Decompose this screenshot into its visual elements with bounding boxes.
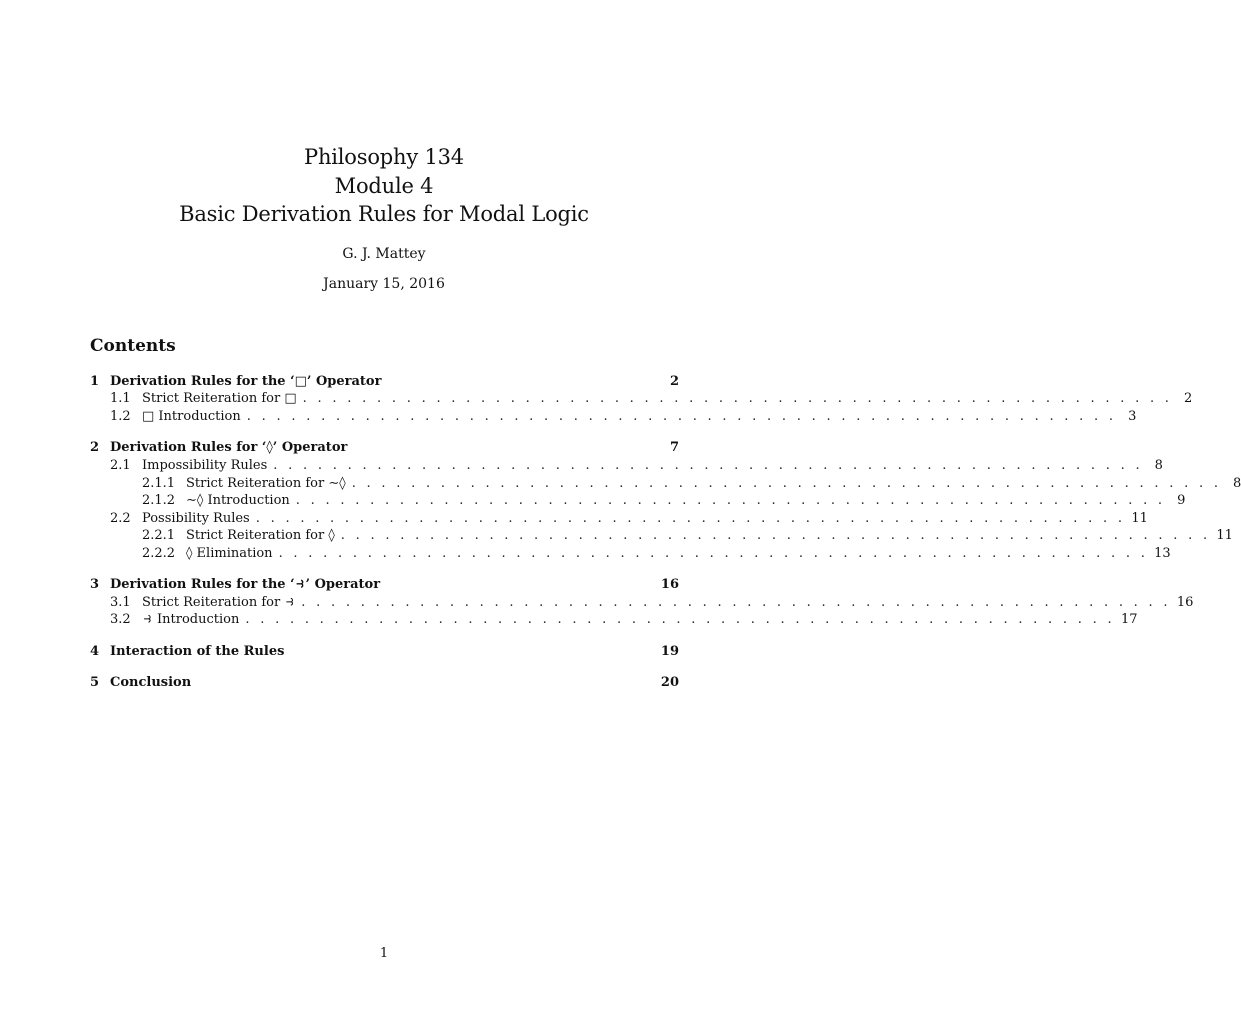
- toc-title: Conclusion: [110, 675, 192, 690]
- toc-page: 11: [1216, 528, 1233, 543]
- toc-title: Interaction of the Rules: [110, 644, 285, 659]
- toc-number: 2: [90, 440, 100, 455]
- toc-entry-3[interactable]: [90, 576, 679, 594]
- toc-title: Derivation Rules for the ‘□’ Operator: [110, 374, 382, 389]
- toc-number: 5: [90, 675, 100, 690]
- toc-number: 3.1: [110, 595, 131, 610]
- toc-leader-dots: . . . . . . . . . . . . . . . . . . . . . . . . . . . . . . . . . . . . . . . . . . . . . . . . . . . . . . . . . . .: [295, 493, 1166, 508]
- toc-page: 2: [1183, 391, 1193, 406]
- toc-entry-2-1-2[interactable]: [90, 492, 1186, 510]
- toc-leader-dots: . . . . . . . . . . . . . . . . . . . . . . . . . . . . . . . . . . . . . . . . . . . . . . . . . . . . . . . . . . .: [246, 409, 1117, 424]
- toc-page: 17: [1120, 612, 1138, 627]
- toc-leader-dots: . . . . . . . . . . . . . . . . . . . . . . . . . . . . . . . . . . . . . . . . . . . . . . . . . . . . . . . . . . .: [273, 458, 1143, 473]
- toc-entry-1-1[interactable]: [90, 390, 1193, 408]
- contents-heading: Contents: [90, 336, 176, 356]
- document-title: [0, 143, 768, 229]
- toc-number: 2.2.2: [142, 546, 176, 561]
- toc-entry-2-1[interactable]: [90, 457, 1163, 475]
- toc-leader-dots: . . . . . . . . . . . . . . . . . . . . . . . . . . . . . . . . . . . . . . . . . . . . . . . . . . . . . . . . . . .: [278, 546, 1149, 561]
- toc-title: Strict Reiteration for ∼◊: [186, 476, 346, 491]
- toc-entry-2-2-1[interactable]: [90, 527, 1233, 545]
- toc-number: 4: [90, 644, 100, 659]
- toc-entry-2[interactable]: [90, 439, 679, 457]
- toc-leader-dots: . . . . . . . . . . . . . . . . . . . . . . . . . . . . . . . . . . . . . . . . . . . . . . . . . . . . . . . . . . .: [302, 391, 1173, 406]
- toc-number: 2.2: [110, 511, 131, 526]
- toc-entry-4[interactable]: [90, 643, 679, 661]
- toc-entry-1-2[interactable]: [90, 408, 1137, 426]
- toc-entry-3-1[interactable]: [90, 594, 1194, 612]
- toc-entry-5[interactable]: [90, 674, 679, 692]
- toc-page: 7: [669, 440, 679, 455]
- toc-leader-dots: . . . . . . . . . . . . . . . . . . . . . . . . . . . . . . . . . . . . . . . . . . . . . . . . . . . . . . . . . . .: [245, 612, 1115, 627]
- toc-title: Possibility Rules: [142, 511, 250, 526]
- toc-number: 1.2: [110, 409, 131, 424]
- author: G. J. Mattey: [342, 246, 426, 262]
- toc-entry-2-2[interactable]: [90, 510, 1148, 528]
- toc-title: □ Introduction: [142, 409, 241, 424]
- toc-number: 1: [90, 374, 100, 389]
- page-number: 1: [379, 946, 389, 961]
- toc-leader-dots: . . . . . . . . . . . . . . . . . . . . . . . . . . . . . . . . . . . . . . . . . . . . . . . . . . . . . . . . . . .: [351, 476, 1222, 491]
- toc-page: 16: [660, 577, 679, 592]
- toc-entry-3-2[interactable]: [90, 611, 1138, 629]
- toc-title: ◊ Elimination: [186, 546, 273, 561]
- toc-number: 2.1.1: [142, 476, 176, 491]
- title-course: Philosophy 134: [304, 145, 464, 169]
- toc-title: Strict Reiteration for ⥽: [142, 595, 296, 610]
- toc-number: 2.2.1: [142, 528, 176, 543]
- toc-page: 8: [1154, 458, 1163, 473]
- toc-number: 2.1: [110, 458, 131, 473]
- toc-title: Derivation Rules for the ‘⥽’ Operator: [110, 577, 381, 592]
- toc-leader-dots: . . . . . . . . . . . . . . . . . . . . . . . . . . . . . . . . . . . . . . . . . . . . . . . . . . . . . . . . . . .: [301, 595, 1171, 610]
- toc-number: 1.1: [110, 391, 131, 406]
- toc-number: 3.2: [110, 612, 131, 627]
- toc-page: 16: [1176, 595, 1194, 610]
- toc-number: 3: [90, 577, 100, 592]
- toc-page: 3: [1128, 409, 1137, 424]
- toc-page: 20: [660, 675, 679, 690]
- toc-title: Impossibility Rules: [142, 458, 268, 473]
- date: January 15, 2016: [323, 276, 445, 292]
- toc-page: 19: [660, 644, 679, 659]
- toc-title: ⥽ Introduction: [142, 612, 240, 627]
- toc-page: 9: [1177, 493, 1186, 508]
- toc-entry-2-1-1[interactable]: [90, 475, 1241, 493]
- toc-leader-dots: . . . . . . . . . . . . . . . . . . . . . . . . . . . . . . . . . . . . . . . . . . . . . . . . . . . . . . . . . . .: [340, 528, 1211, 543]
- toc-page: 11: [1131, 511, 1148, 526]
- toc-title: Derivation Rules for ‘◊’ Operator: [110, 440, 348, 455]
- title-module: Module 4: [334, 173, 434, 198]
- toc-entry-1[interactable]: [90, 373, 679, 391]
- toc-number: 2.1.2: [142, 493, 176, 508]
- toc-page: 8: [1233, 476, 1241, 491]
- toc-page: 13: [1154, 546, 1171, 561]
- toc-title: Strict Reiteration for ◊: [186, 528, 335, 543]
- toc-entry-2-2-2[interactable]: [90, 545, 1171, 563]
- toc-title: ∼◊ Introduction: [186, 493, 290, 508]
- toc-page: 2: [669, 374, 679, 389]
- toc-leader-dots: . . . . . . . . . . . . . . . . . . . . . . . . . . . . . . . . . . . . . . . . . . . . . . . . . . . . . . . . . . .: [255, 511, 1126, 526]
- toc-title: Strict Reiteration for □: [142, 391, 297, 406]
- title-subject: Basic Derivation Rules for Modal Logic: [179, 202, 589, 226]
